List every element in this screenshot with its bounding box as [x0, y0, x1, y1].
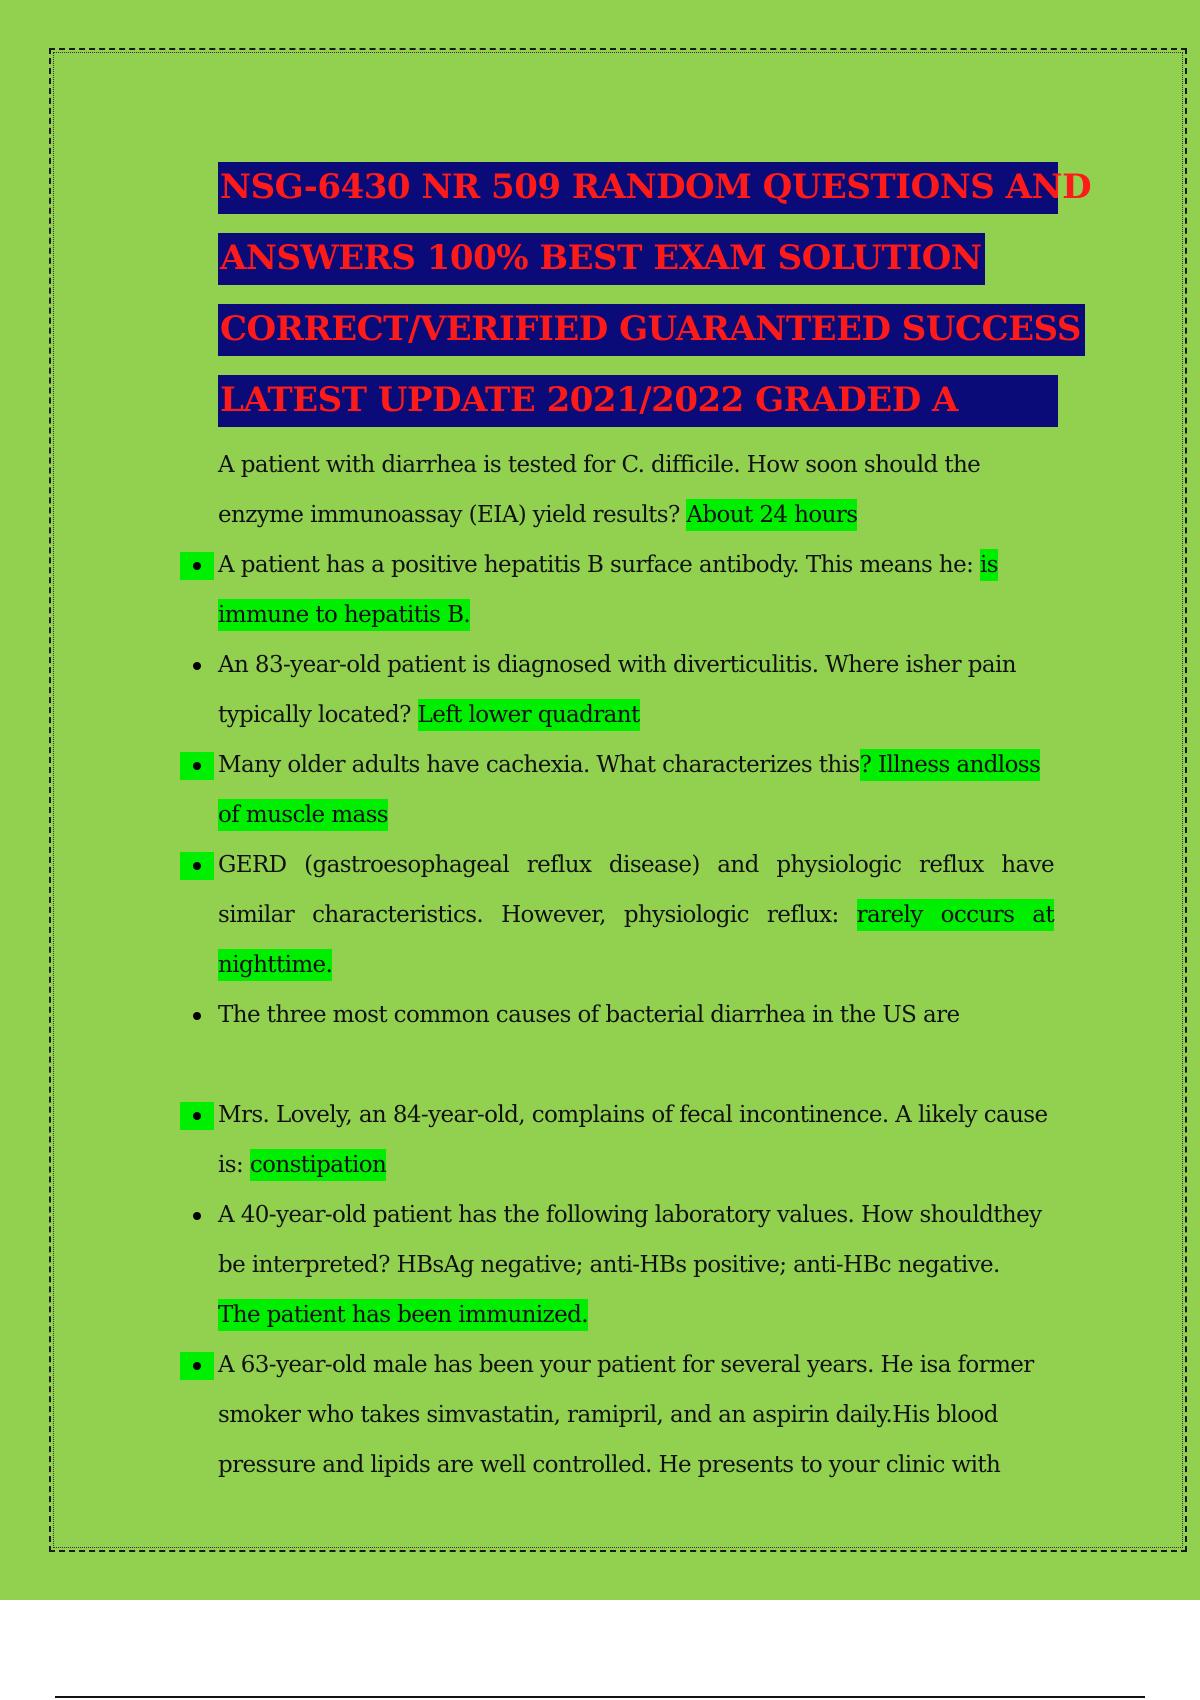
title-line: CORRECT/VERIFIED GUARANTEED SUCCESS: [218, 304, 1058, 375]
spacer: [218, 1040, 1054, 1090]
list-item: [218, 1090, 1054, 1190]
question-text: Mrs. Lovely, an 84-year-old, complains of fecal incontinence. A likely cause is:: [218, 1102, 1048, 1178]
question-text: A patient has a positive hepatitis B surface antibody. This means he:: [218, 552, 981, 578]
title-line: NSG-6430 NR 509 RANDOM QUESTIONS AND: [218, 162, 1058, 233]
answer-highlight: ? Illness andloss of muscle mass: [218, 749, 1040, 831]
question-text: Many older adults have cachexia. What characterizes this: [218, 752, 860, 778]
list-item: [218, 1190, 1054, 1340]
bullet-icon: [180, 652, 214, 680]
bullet-icon: [180, 552, 214, 580]
bullet-icon: [180, 1352, 214, 1380]
question-text: A patient with diarrhea is tested for C. difficile. How soon should the enzyme immunoassay (EIA) yield results?: [218, 452, 981, 528]
bullet-icon: [180, 1002, 214, 1030]
question-text: GERD (gastroesophageal reflux disease) and physiologic reflux have similar characteristics. However, physiologic reflux:: [218, 852, 1054, 928]
question-text: The three most common causes of bacterial diarrhea in the US are: [218, 1002, 960, 1028]
document-title: [218, 162, 1092, 446]
list-item: [218, 640, 1054, 740]
list-item: [218, 1340, 1054, 1490]
question-text: A 63-year-old male has been your patient for several years. He isa former smoker who takes simvastatin, ramipril, and an aspirin daily.His blood pressure and lipids are well controlled. He presents to your clinic with: [218, 1352, 1034, 1478]
answer-highlight: constipation: [250, 1149, 386, 1181]
list-item: [218, 740, 1054, 840]
answer-highlight: is immune to hepatitis B.: [218, 549, 998, 631]
list-item: [218, 540, 1054, 640]
question-text: A 40-year-old patient has the following laboratory values. How shouldthey be interpreted? HBsAg negative; anti-HBs positive; anti-HBc negative.: [218, 1202, 1042, 1278]
bullet-icon: [180, 752, 214, 780]
answer-highlight: rarely occurs at nighttime.: [218, 899, 1054, 981]
answer-highlight: About 24 hours: [686, 499, 857, 531]
bullet-icon: [180, 1202, 214, 1230]
title-line: ANSWERS 100% BEST EXAM SOLUTION: [218, 233, 1058, 304]
intro-question: [218, 440, 1054, 540]
bullet-icon: [180, 1102, 214, 1130]
answer-highlight: The patient has been immunized.: [218, 1299, 588, 1331]
title-line: LATEST UPDATE 2021/2022 GRADED A: [218, 375, 1058, 446]
bullet-icon: [180, 852, 214, 880]
question-list: [218, 440, 1054, 1490]
answer-highlight: Left lower quadrant: [418, 699, 640, 731]
page-separator: [55, 1696, 1145, 1698]
list-item: [218, 840, 1054, 990]
question-text: An 83-year-old patient is diagnosed with diverticulitis. Where isher pain typically located?: [218, 652, 1016, 728]
list-item: [218, 990, 1054, 1040]
